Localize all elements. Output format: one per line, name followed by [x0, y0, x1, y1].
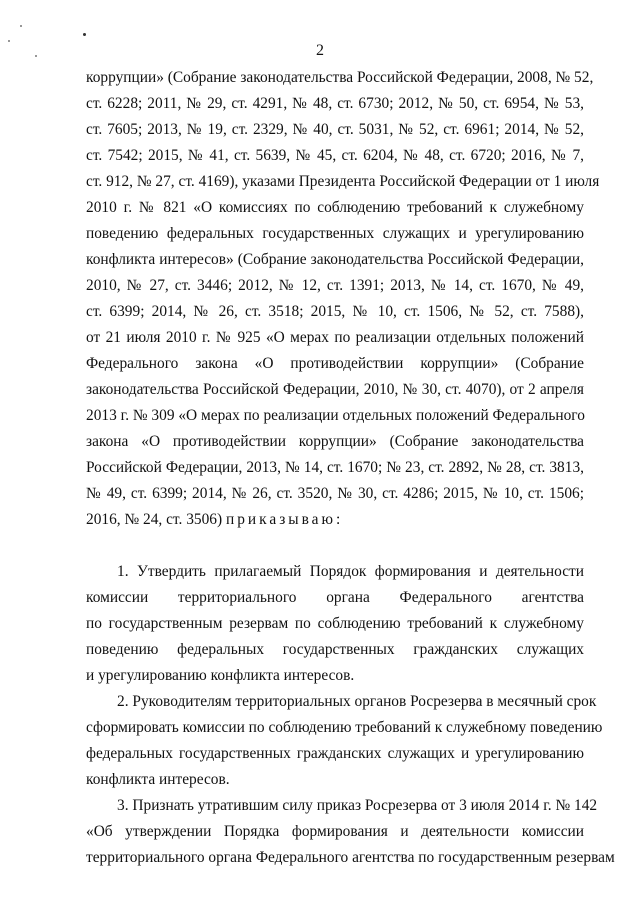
text-line: закона «О противодействии коррупции» (Собрание законодательства [86, 433, 584, 450]
item-1-line: поведению федеральных государственных гражданских служащих [86, 641, 584, 658]
item-2-line: федеральных государственных гражданских служащих и урегулированию [86, 745, 584, 762]
text-line-order [86, 510, 584, 530]
text-line: Федерального закона «О противодействии коррупции» (Собрание [86, 355, 584, 372]
item-1-line: и урегулированию конфликта интересов. [86, 667, 355, 684]
text-line: от 21 июля 2010 г. № 925 «О мерах по реализации отдельных положений [86, 329, 584, 346]
text-line: ст. 912, № 27, ст. 4169), указами Президента Российской Федерации от 1 июля [86, 173, 600, 190]
text-line: конфликта интересов» (Собрание законодательства Российской Федерации, [86, 251, 584, 268]
text-line: 2013 г. № 309 «О мерах по реализации отдельных положений Федерального [86, 407, 585, 424]
text-line: поведению федеральных государственных служащих и урегулированию [86, 225, 584, 242]
text-line: 2010, № 27, ст. 3446; 2012, № 12, ст. 1391; 2013, № 14, ст. 1670, № 49, [86, 277, 584, 294]
scan-speck [20, 25, 22, 27]
text-line: Российской Федерации, 2013, № 14, ст. 1670; № 23, ст. 2892, № 28, ст. 3813, [86, 459, 584, 476]
scan-mark [83, 33, 86, 36]
item-1-line: 1. Утвердить прилагаемый Порядок формирования и деятельности [117, 563, 584, 580]
text-line: ст. 6399; 2014, № 26, ст. 3518; 2015, № 10, ст. 1506, № 52, ст. 7588), [86, 303, 584, 320]
text-line: ст. 7605; 2013, № 19, ст. 2329, № 40, ст. 5031, № 52, ст. 6961; 2014, № 52, [86, 121, 584, 138]
item-1-line: комиссии территориального органа Федерального агентства [86, 589, 584, 606]
item-3-line: 3. Признать утратившим силу приказ Росрезерва от 3 июля 2014 г. № 142 [117, 797, 598, 814]
item-2-line: конфликта интересов. [86, 771, 230, 788]
text-line: законодательства Российской Федерации, 2010, № 30, ст. 4070), от 2 апреля [86, 381, 584, 398]
order-prefix: 2016, № 24, ст. 3506) [86, 511, 226, 528]
page-number: 2 [316, 42, 324, 59]
text-line: ст. 7542; 2015, № 41, ст. 5639, № 45, ст. 6204, № 48, ст. 6720; 2016, № 7, [86, 147, 584, 164]
text-line: 2010 г. № 821 «О комиссиях по соблюдению требований к служебному [86, 199, 584, 216]
item-1-line: по государственным резервам по соблюдению требований к служебному [86, 615, 584, 632]
text-line: коррупции» (Собрание законодательства Российской Федерации, 2008, № 52, [86, 69, 594, 86]
item-2-line: сформировать комиссии по соблюдению требований к служебному поведению [86, 719, 603, 736]
item-3-line: «Об утверждении Порядка формирования и деятельности комиссии [86, 823, 584, 840]
text-line: № 49, ст. 6399; 2014, № 26, ст. 3520, № 30, ст. 4286; 2015, № 10, ст. 1506; [86, 485, 584, 502]
item-2-line: 2. Руководителям территориальных органов Росрезерва в месячный срок [117, 693, 597, 710]
item-3-line: территориального органа Федерального агентства по государственным резервам [86, 849, 615, 866]
order-verb: приказываю: [225, 511, 344, 528]
text-line: ст. 6228; 2011, № 29, ст. 4291, № 48, ст. 6730; 2012, № 50, ст. 6954, № 53, [86, 95, 584, 112]
